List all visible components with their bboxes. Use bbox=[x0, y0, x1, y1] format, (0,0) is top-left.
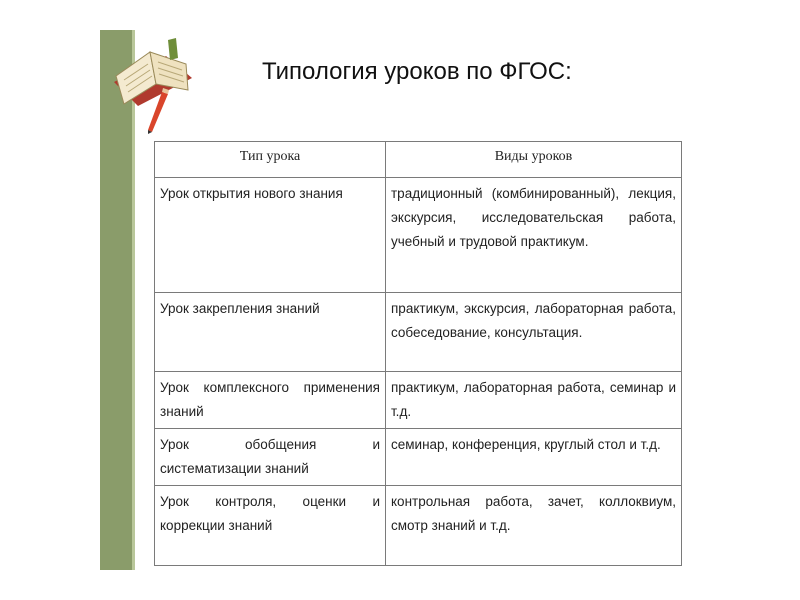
lesson-types-table bbox=[154, 141, 682, 566]
lesson-type-cell: Урок закрепления знаний bbox=[155, 293, 386, 372]
header-lesson-kinds: Виды уроков bbox=[386, 142, 682, 178]
lesson-kinds-cell: практикум, экскурсия, лабораторная работа, собеседование, консультация. bbox=[386, 293, 682, 372]
lesson-type-cell: Урок комплексного применения знаний bbox=[155, 372, 386, 429]
lesson-kinds-cell: традиционный (комбинированный), лекция, экскурсия, исследовательская работа, учебный и трудовой практикум. bbox=[386, 178, 682, 293]
lesson-type-cell: Урок контроля, оценки и коррекции знаний bbox=[155, 486, 386, 566]
lesson-type-cell: Урок обобщения и систематизации знаний bbox=[155, 429, 386, 486]
book-icon bbox=[108, 34, 198, 134]
lesson-kinds-cell: практикум, лабораторная работа, семинар и т.д. bbox=[386, 372, 682, 429]
lesson-type-cell: Урок открытия нового знания bbox=[155, 178, 386, 293]
table-row bbox=[155, 178, 682, 293]
lesson-kinds-cell: контрольная работа, зачет, коллоквиум, смотр знаний и т.д. bbox=[386, 486, 682, 566]
table-row bbox=[155, 429, 682, 486]
table-header-row bbox=[155, 142, 682, 178]
header-lesson-type: Тип урока bbox=[155, 142, 386, 178]
table-row bbox=[155, 372, 682, 429]
table-row bbox=[155, 293, 682, 372]
table-row bbox=[155, 486, 682, 566]
slide-title: Типология уроков по ФГОС: bbox=[262, 58, 572, 85]
lesson-kinds-cell: семинар, конференция, круглый стол и т.д. bbox=[386, 429, 682, 486]
